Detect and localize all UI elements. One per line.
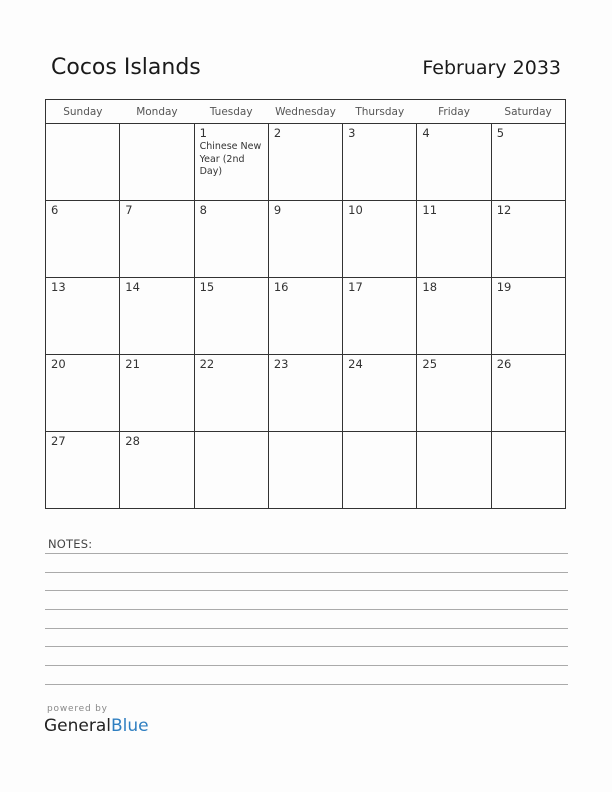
- day-cell: [491, 432, 565, 509]
- day-cell: [491, 278, 565, 355]
- note-line: [45, 628, 568, 629]
- weekday-monday: Monday: [120, 100, 194, 124]
- day-cell: [268, 124, 342, 201]
- generalblue-logo[interactable]: [44, 716, 149, 736]
- weekday-wednesday: Wednesday: [268, 100, 342, 124]
- weekday-friday: Friday: [417, 100, 491, 124]
- day-number: 5: [496, 126, 505, 140]
- day-cell: [268, 201, 342, 278]
- day-number: 12: [496, 203, 512, 217]
- day-cell: [268, 355, 342, 432]
- day-number: 3: [348, 126, 356, 140]
- day-number: 22: [199, 357, 215, 371]
- day-cell: [46, 355, 120, 432]
- day-number: 2: [273, 126, 282, 140]
- day-number: 18: [422, 280, 438, 294]
- week-row: [46, 432, 566, 509]
- day-cell: [46, 201, 120, 278]
- holiday-event: Chinese New Year (2nd Day): [199, 141, 262, 177]
- day-number: 10: [348, 203, 363, 217]
- day-cell: [46, 432, 120, 509]
- day-number: 28: [125, 434, 140, 448]
- day-cell: [343, 124, 417, 201]
- day-cell: [194, 124, 268, 201]
- day-cell: [46, 124, 120, 201]
- day-number: 7: [125, 203, 133, 217]
- weekday-sunday: Sunday: [46, 100, 120, 124]
- day-number: 16: [273, 280, 289, 294]
- day-cell: [491, 124, 565, 201]
- day-cell: [194, 201, 268, 278]
- day-number: 17: [348, 280, 363, 294]
- day-cell: [120, 278, 194, 355]
- day-cell: [343, 432, 417, 509]
- month-year-title: February 2033: [422, 57, 561, 79]
- note-line: [45, 553, 568, 554]
- day-cell: [417, 432, 491, 509]
- day-number: 1: [199, 126, 207, 140]
- note-line: [45, 590, 568, 591]
- note-line: [45, 665, 568, 666]
- day-cell: [194, 278, 268, 355]
- week-row: [46, 124, 566, 201]
- day-number: 4: [422, 126, 430, 140]
- calendar-grid: [45, 99, 566, 509]
- brand-blue: Blue: [111, 716, 149, 736]
- day-number: 26: [496, 357, 512, 371]
- weekday-thursday: Thursday: [343, 100, 417, 124]
- day-number: 15: [199, 280, 215, 294]
- day-number: 27: [51, 434, 66, 448]
- day-number: 6: [51, 203, 59, 217]
- day-cell: [120, 432, 194, 509]
- day-number: 20: [51, 357, 66, 371]
- day-number: 8: [199, 203, 207, 217]
- day-cell: [491, 355, 565, 432]
- day-cell: [268, 278, 342, 355]
- note-line: [45, 684, 568, 685]
- day-cell: [417, 124, 491, 201]
- week-row: [46, 201, 566, 278]
- notes-label: NOTES:: [48, 537, 93, 551]
- day-number: 14: [125, 280, 140, 294]
- day-cell: [120, 124, 194, 201]
- day-cell: [417, 355, 491, 432]
- day-cell: [120, 201, 194, 278]
- day-cell: [46, 278, 120, 355]
- day-cell: [268, 432, 342, 509]
- day-cell: [417, 201, 491, 278]
- day-number: 21: [125, 357, 140, 371]
- day-cell: [491, 201, 565, 278]
- day-number: 23: [273, 357, 289, 371]
- day-number: 25: [422, 357, 438, 371]
- day-cell: [194, 432, 268, 509]
- weekday-tuesday: Tuesday: [194, 100, 268, 124]
- day-cell: [120, 355, 194, 432]
- day-cell: [343, 201, 417, 278]
- day-cell: [343, 278, 417, 355]
- day-number: 9: [273, 203, 282, 217]
- day-number: 11: [422, 203, 438, 217]
- day-number: 19: [496, 280, 512, 294]
- day-cell: [343, 355, 417, 432]
- weekday-header-row: [46, 100, 566, 124]
- note-line: [45, 646, 568, 647]
- week-row: [46, 355, 566, 432]
- country-title: Cocos Islands: [51, 55, 201, 80]
- note-line: [45, 572, 568, 573]
- week-row: [46, 278, 566, 355]
- day-cell: [417, 278, 491, 355]
- weekday-saturday: Saturday: [491, 100, 565, 124]
- brand-general: General: [44, 716, 111, 736]
- day-number: 24: [348, 357, 363, 371]
- powered-by-text: powered by: [47, 704, 108, 714]
- day-cell: [194, 355, 268, 432]
- day-number: 13: [51, 280, 66, 294]
- note-line: [45, 609, 568, 610]
